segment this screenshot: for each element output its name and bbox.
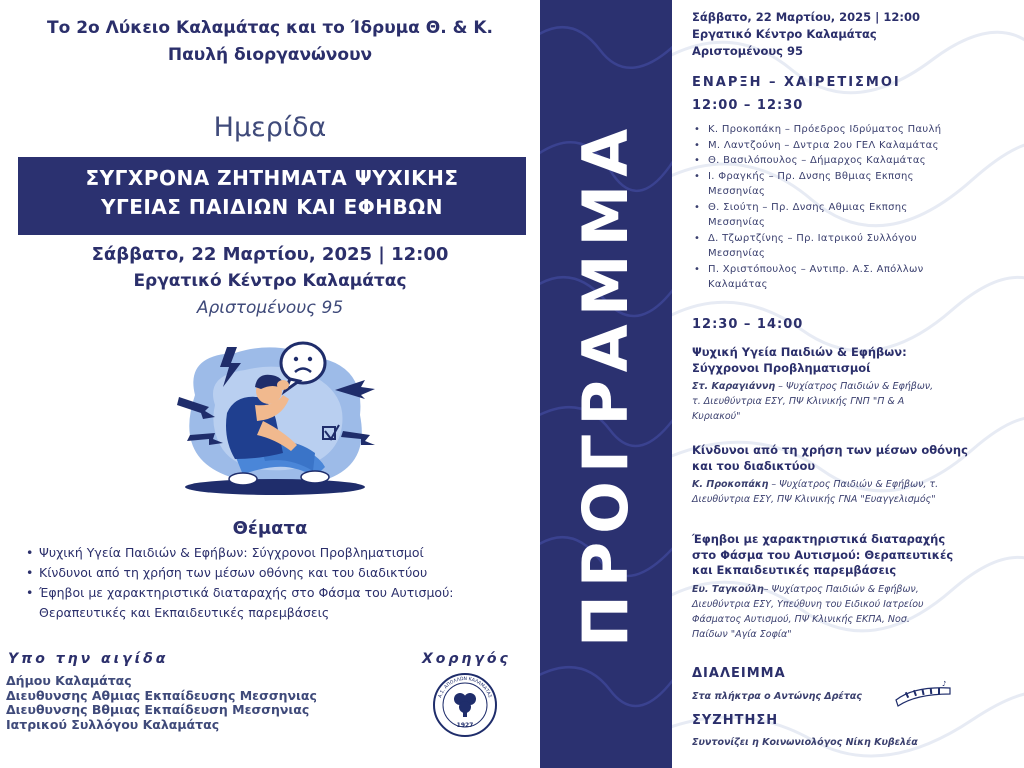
speaker-desc: – Ψυχίατρος Παιδιών & Εφήβων,: [775, 381, 934, 392]
list-item: Διευθυνσης Βθμιας Εκπαίδευση Μεσσηνιας: [6, 702, 310, 717]
list-item: Δήμου Καλαμάτας: [6, 673, 132, 688]
list-item-continuation: Καλαμάτας: [708, 279, 768, 290]
speaker-name: Κ. Προκοπάκη: [692, 479, 769, 490]
time-slot-1: 12:00 – 12:30: [692, 98, 804, 113]
list-item: Διευθυνσης Αθμιας Εκπαίδευσης Μεσσηνιας: [6, 687, 317, 703]
discussion-heading: ΣΥΖΗΤΗΣΗ: [692, 713, 779, 728]
ground-shadow: [185, 479, 365, 495]
speaker-desc: Φάσματος Αυτισμού, ΠΨ Κλινικής ΕΚΠΑ, Νοσ.: [692, 613, 910, 625]
coordinator-note: Συντονίζει η Κοινωνιολόγος Νίκη Κυβελέα: [692, 737, 918, 748]
club-logo-icon: [432, 672, 498, 738]
speaker-desc: Κυριακού": [692, 411, 741, 422]
talk-speaker: [692, 477, 1022, 507]
list-item: • Κ. Προκοπάκη – Πρόεδρος Ιδρύματος Παυλή: [694, 122, 1014, 138]
piano-note: Στα πλήκτρα ο Αντώνης Δρέτας: [692, 691, 862, 702]
aegis-list: [6, 674, 317, 732]
talk-speaker: [692, 582, 1022, 642]
organizers-line-2: Παυλή διοργανώνουν: [167, 45, 373, 65]
list-item: Ιατρικού Συλλόγου Καλαμάτας: [6, 716, 220, 732]
event-date: Σάββατο, 22 Μαρτίου, 2025 | 12:00: [91, 244, 449, 265]
list-item: • Ι. Φραγκής – Πρ. Δνσης Βθμιας Εκπσης: [694, 169, 1014, 185]
talk-title: Κίνδυνοι από τη χρήση των μέσων οθόνης: [692, 443, 968, 457]
svg-text:♪: ♪: [942, 680, 947, 688]
piano-keys-icon: [894, 680, 952, 708]
program-address: Αριστομένους 95: [692, 44, 803, 58]
speaker-name: Ευ. Ταγκούλη: [692, 583, 764, 595]
program-date: Σάββατο, 22 Μαρτίου, 2025 | 12:00: [692, 10, 920, 24]
list-item: • Θ. Σιούτη – Πρ. Δνσης Αθμιας Εκπσης: [694, 200, 1014, 216]
sponsor-logo-text: Α.Σ. ΑΠΟΛΛΩΝ ΚΑΛΑΜΑΤΑΣ: [438, 676, 492, 699]
speaker-desc: – Ψυχίατρος Παιδιών & Εφήβων, τ.: [768, 479, 939, 490]
list-item-continuation: Θεραπευτικές και Εκπαιδευτικές παρεμβάσεις: [39, 605, 330, 620]
talk-title: και Εκπαιδευτικές παρεμβάσεις: [692, 563, 897, 577]
talk-title: Σύγχρονοι Προβληματισμοί: [692, 360, 871, 375]
right-panel: [672, 0, 1024, 768]
talk-title: Ψυχική Υγεία Παιδιών & Εφήβων:: [692, 345, 907, 359]
sponsor-title: Χορηγός: [422, 651, 511, 667]
worried-teen-illustration: [165, 335, 385, 505]
opening-heading: ΕΝΑΡΞΗ – ΧΑΙΡΕΤΙΣΜΟΙ: [692, 75, 901, 90]
program-venue: Εργατικό Κέντρο Καλαμάτας: [692, 27, 877, 41]
time-slot-2: 12:30 – 14:00: [692, 317, 804, 332]
event-address: Αριστομένους 95: [196, 298, 344, 318]
title-banner: [18, 157, 526, 235]
themes-title: Θέματα: [232, 518, 308, 539]
talk-item: [692, 532, 1022, 642]
aegis-title: Υπο την αιγίδα: [8, 651, 169, 667]
title-line-2: ΥΓΕΙΑΣ ΠΑΙΔΙΩΝ ΚΑΙ ΕΦΗΒΩΝ: [101, 195, 443, 219]
speaker-desc: – Ψυχίατρος Παιδιών & Εφήβων,: [763, 583, 919, 595]
speaker-desc: Διευθύντρια ΕΣΥ, ΠΨ Κλινικής ΓΝΑ "Ευαγγελισμός": [692, 494, 936, 505]
event-venue: Εργατικό Κέντρο Καλαμάτας: [133, 271, 407, 291]
talk-speaker: [692, 379, 1022, 424]
talk-item: [692, 345, 1022, 424]
program-strip: [540, 0, 672, 768]
vertical-program-title: ΠΡΟΓΡΑΜΜΑ: [569, 120, 642, 648]
talk-item: [692, 443, 1022, 507]
list-item: • Ψυχική Υγεία Παιδιών & Εφήβων: Σύγχρονοι Προβληματισμοί: [26, 543, 526, 563]
sponsor-logo-year: 1927: [456, 722, 474, 729]
list-item: • Δ. Τζωρτζίνης – Πρ. Ιατρικού Συλλόγου: [694, 231, 1014, 247]
list-item-continuation: Μεσσηνίας: [708, 186, 766, 197]
themes-list: [26, 543, 526, 623]
speaker-desc: Διευθύντρια ΕΣΥ, Υπεύθυνη του Ειδικού Ιατρείου: [692, 598, 924, 610]
list-item: • Π. Χριστόπουλος – Αντιπρ. Α.Σ. Απόλλων: [694, 262, 1014, 278]
speaker-name: Στ. Καραγιάννη: [692, 381, 776, 392]
list-item: • Θ. Βασιλόπουλος – Δήμαρχος Καλαμάτας: [694, 153, 1014, 169]
speaker-desc: Παίδων "Αγία Σοφία": [692, 628, 792, 640]
talk-title: στο Φάσμα του Αυτισμού: Θεραπευτικές: [692, 547, 954, 562]
break-heading: ΔΙΑΛΕΙΜΜΑ: [692, 666, 786, 681]
speaker-desc: τ. Διευθύντρια ΕΣΥ, ΠΨ Κλινικής ΓΝΠ "Π & Α: [692, 396, 905, 407]
list-item: • Μ. Λαντζούνη – Δντρια 2ου ΓΕΛ Καλαμάτας: [694, 138, 1014, 154]
list-item: • Κίνδυνοι από τη χρήση των μέσων οθόνης και του διαδικτύου: [26, 563, 526, 583]
list-item-continuation: Μεσσηνίας: [708, 217, 766, 228]
list-item-continuation: Μεσσηνίας: [708, 248, 766, 259]
organizers-line-1: Το 2ο Λύκειο Καλαμάτας και το Ίδρυμα Θ. & Κ.: [47, 18, 493, 38]
talk-title: και του διαδικτύου: [692, 458, 816, 473]
list-item: • Έφηβοι με χαρακτηριστικά διαταραχής στο Φάσμα του Αυτισμού:: [26, 583, 526, 603]
talk-title: Έφηβοι με χαρακτηριστικά διαταραχής: [692, 532, 946, 546]
event-type: Ημερίδα: [213, 112, 327, 143]
title-line-1: ΣΥΓΧΡΟΝΑ ΖΗΤΗΜΑΤΑ ΨΥΧΙΚΗΣ: [85, 166, 459, 190]
greetings-list: [694, 122, 1014, 293]
